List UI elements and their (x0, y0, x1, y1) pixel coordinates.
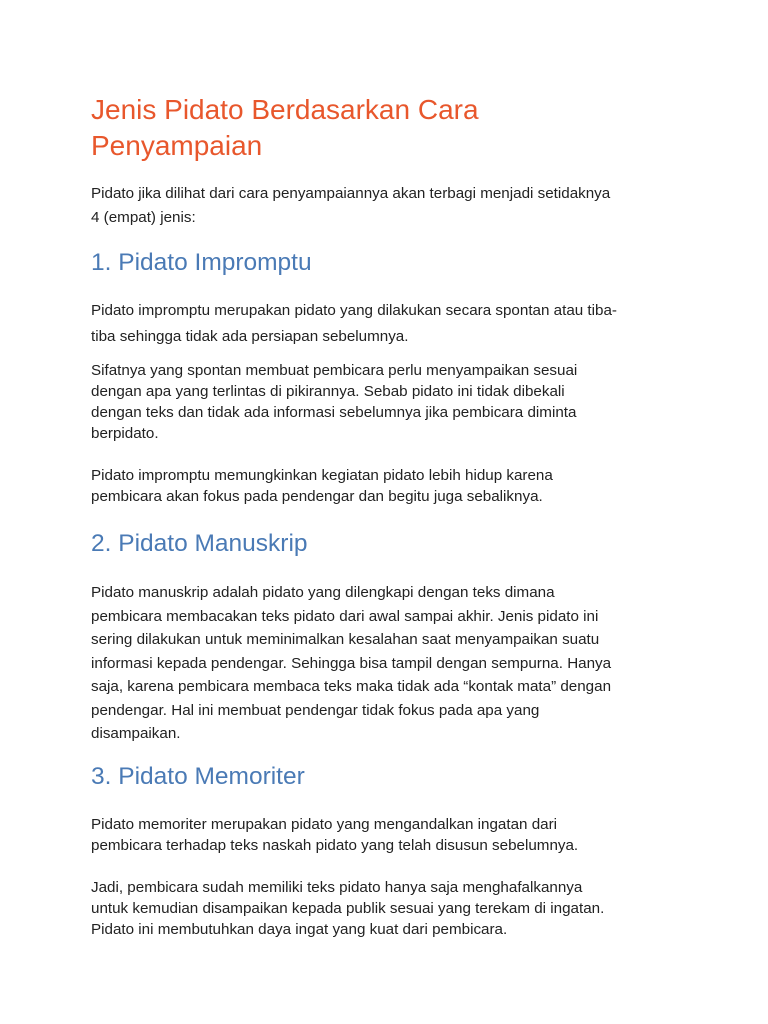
paragraph (91, 360, 691, 444)
text-line: saja, karena pembicara membaca teks maka tidak ada “kontak mata” dengan (91, 678, 612, 695)
text-line: pendengar. Hal ini membuat pendengar tidak fokus pada apa yang (91, 701, 540, 719)
text-line: Pidato impromptu memungkinkan kegiatan pidato lebih hidup karena (91, 467, 553, 484)
title-line: Jenis Pidato Berdasarkan Cara (91, 94, 479, 125)
text-line: berpidato. (91, 425, 159, 442)
text-line: Pidato memoriter merupakan pidato yang mengandalkan ingatan dari (91, 815, 558, 833)
document-title (91, 92, 611, 164)
text-line: 4 (empat) jenis: (91, 209, 196, 226)
paragraph (91, 814, 691, 856)
document-page (91, 92, 691, 940)
paragraph (91, 877, 691, 940)
text-line: Pidato manuskrip adalah pidato yang dilengkapi dengan teks dimana (91, 584, 555, 601)
title-line: Penyampaian (91, 130, 263, 161)
text-line: sering dilakukan untuk meminimalkan kesalahan saat menyampaikan suatu (91, 631, 600, 648)
section-heading-manuskrip: 2. Pidato Manuskrip (91, 530, 308, 557)
section-heading-memoriter: 3. Pidato Memoriter (91, 762, 305, 790)
paragraph (91, 581, 691, 746)
text-line: Pidato ini membutuhkan daya ingat yang kuat dari pembicara. (91, 920, 508, 938)
text-line: dengan apa yang terlintas di pikirannya. Sebab pidato ini tidak dibekali (91, 383, 565, 400)
intro-paragraph (91, 182, 691, 230)
text-line: Sifatnya yang spontan membuat pembicara perlu menyampaikan sesuai (91, 362, 578, 379)
text-line: tiba sehingga tidak ada persiapan sebelumnya. (91, 328, 409, 345)
text-line: untuk kemudian disampaikan kepada publik sesuai yang terekam di ingatan. (91, 899, 605, 917)
paragraph (91, 465, 691, 507)
text-line: dengan teks dan tidak ada informasi sebelumnya jika pembicara diminta (91, 404, 577, 421)
text-line: informasi kepada pendengar. Sehingga bisa tampil dengan sempurna. Hanya (91, 654, 612, 672)
text-line: pembicara akan fokus pada pendengar dan begitu juga sebaliknya. (91, 488, 543, 505)
paragraph (91, 298, 691, 350)
text-line: disampaikan. (91, 725, 181, 742)
text-line: Pidato impromptu merupakan pidato yang dilakukan secara spontan atau tiba- (91, 302, 617, 319)
text-line: pembicara membacakan teks pidato dari awal sampai akhir. Jenis pidato ini (91, 607, 599, 625)
section-heading-impromptu: 1. Pidato Impromptu (91, 249, 312, 276)
text-line: Pidato jika dilihat dari cara penyampaiannya akan terbagi menjadi setidaknya (91, 185, 611, 202)
text-line: Jadi, pembicara sudah memiliki teks pidato hanya saja menghafalkannya (91, 878, 583, 896)
text-line: pembicara terhadap teks naskah pidato yang telah disusun sebelumnya. (91, 836, 579, 854)
